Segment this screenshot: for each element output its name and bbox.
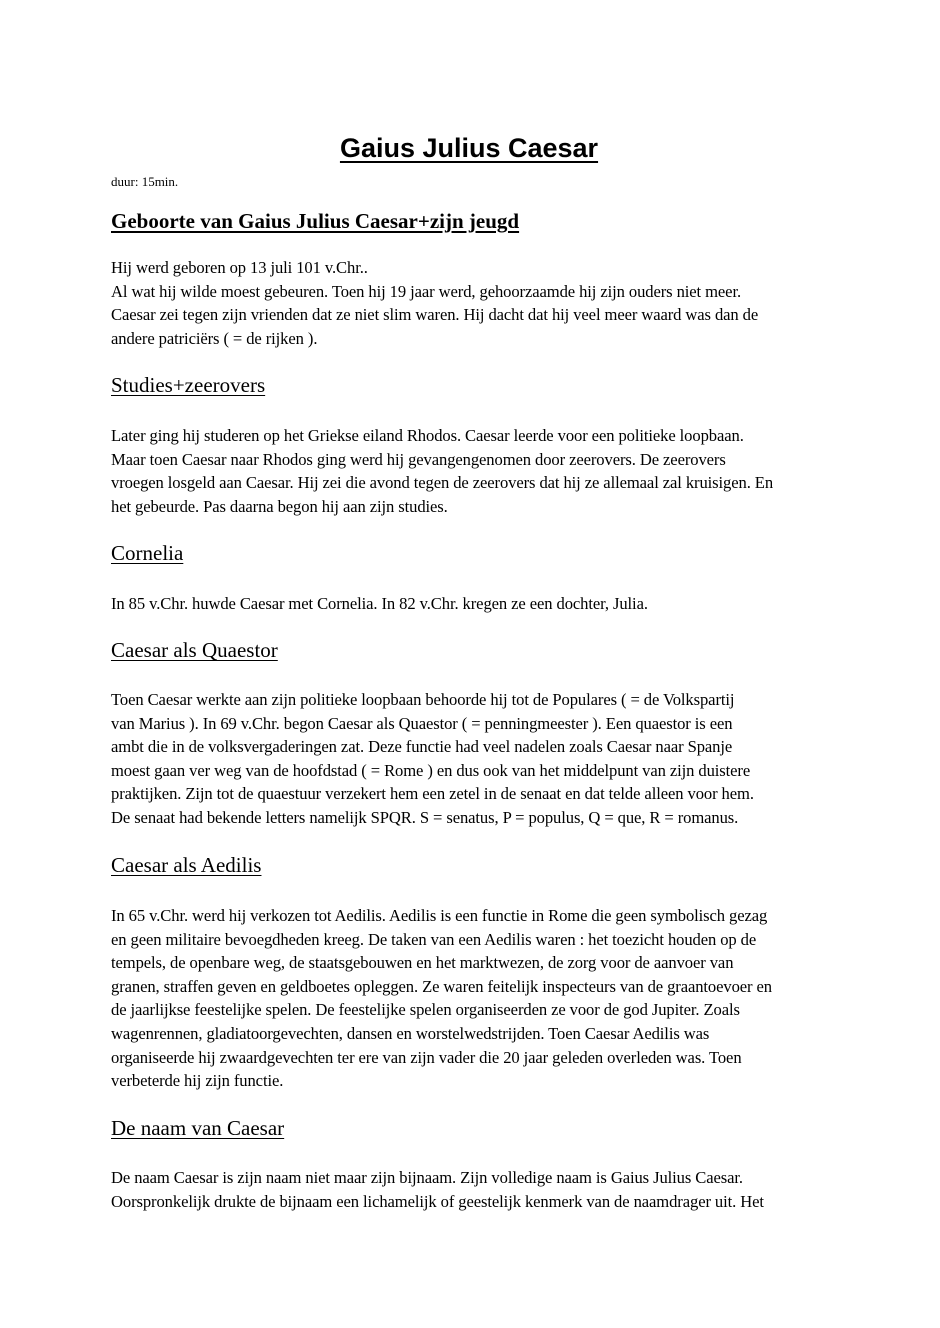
section-text-quaestor: Toen Caesar werkte aan zijn politieke loopbaan behoorde hij tot de Populares ( = de Volkspartij van Marius ). In 69 v.Chr. begon Caesar als Quaestor ( = penningmeester ). Een quaestor is een ambt die in de volksvergaderingen zat. Deze functie had veel nadelen zoals Caesar naar Spanje moest gaan ver weg van de hoofdstad ( = Rome ) en dus ook van het middelpunt van zijn duistere praktijken. Zijn tot de quaestuur verzekert hem een zetel in de senaat en dat telde alleen voor hem. De senaat had bekende letters namelijk SPQR. S = senatus, P = populus, Q = que, R = romanus. (111, 690, 754, 827)
section-heading-quaestor: Caesar als Quaestor (111, 638, 278, 662)
section-text-name: De naam Caesar is zijn naam niet maar zijn bijnaam. Zijn volledige naam is Gaius Julius Caesar. Oorspronkelijk drukte de bijnaam een lichamelijk of geestelijk kenmerk van de naamdrager uit. Het (111, 1168, 764, 1211)
duration-note: duur: 15min. (111, 174, 179, 189)
section-heading-cornelia: Cornelia (111, 541, 184, 565)
section-heading-aedilis: Caesar als Aedilis (111, 853, 262, 877)
page-title: Gaius Julius Caesar (339, 133, 599, 163)
section-heading-studies: Studies+zeerovers (111, 373, 266, 397)
section-heading-birth: Geboorte van Gaius Julius Caesar+zijn jeugd (111, 209, 520, 233)
section-text-cornelia: In 85 v.Chr. huwde Caesar met Cornelia. In 82 v.Chr. kregen ze een dochter, Julia. (111, 594, 648, 613)
section-text-studies: Later ging hij studeren op het Griekse eiland Rhodos. Caesar leerde voor een politieke loopbaan. Maar toen Caesar naar Rhodos ging werd hij gevangengenomen door zeerovers. De zeerovers vroegen losgeld aan Caesar. Hij zei die avond tegen de zeerovers dat hij ze allemaal zal kruisigen. En het gebeurde. Pas daarna begon hij aan zijn studies. (111, 426, 774, 516)
section-text-aedilis: In 65 v.Chr. werd hij verkozen tot Aedilis. Aedilis is een functie in Rome die geen symbolisch gezag en geen militaire bevoegdheden kreeg. De taken van een Aedilis waren : het toezicht houden op de tempels, de openbare weg, de staatsgebouwen en het marktwezen, de zorg voor de aanvoer van granen, straffen geven en geldboetes opleggen. Ze waren feitelijk inspecteurs van de graantoevoer en de jaarlijkse feestelijke spelen. De feestelijke spelen organiseerden ze voor de god Jupiter. Zoals wagenrennen, gladiatoorgevechten, dansen en worstelwedstrijden. Toen Caesar Aedilis was organiseerde hij zwaardgevechten ter ere van zijn vader die 20 jaar geleden overleden was. Toen verbeterde hij zijn functie. (111, 906, 772, 1091)
section-text-birth: Hij werd geboren op 13 juli 101 v.Chr.. Al wat hij wilde moest gebeuren. Toen hij 19 jaar werd, gehoorzaamde hij zijn ouders niet meer. Caesar zei tegen zijn vrienden dat ze niet slim waren. Hij dacht dat hij veel meer waard was dan de andere patriciërs ( = de rijken ). (111, 258, 759, 348)
section-heading-name: De naam van Caesar (111, 1116, 285, 1140)
